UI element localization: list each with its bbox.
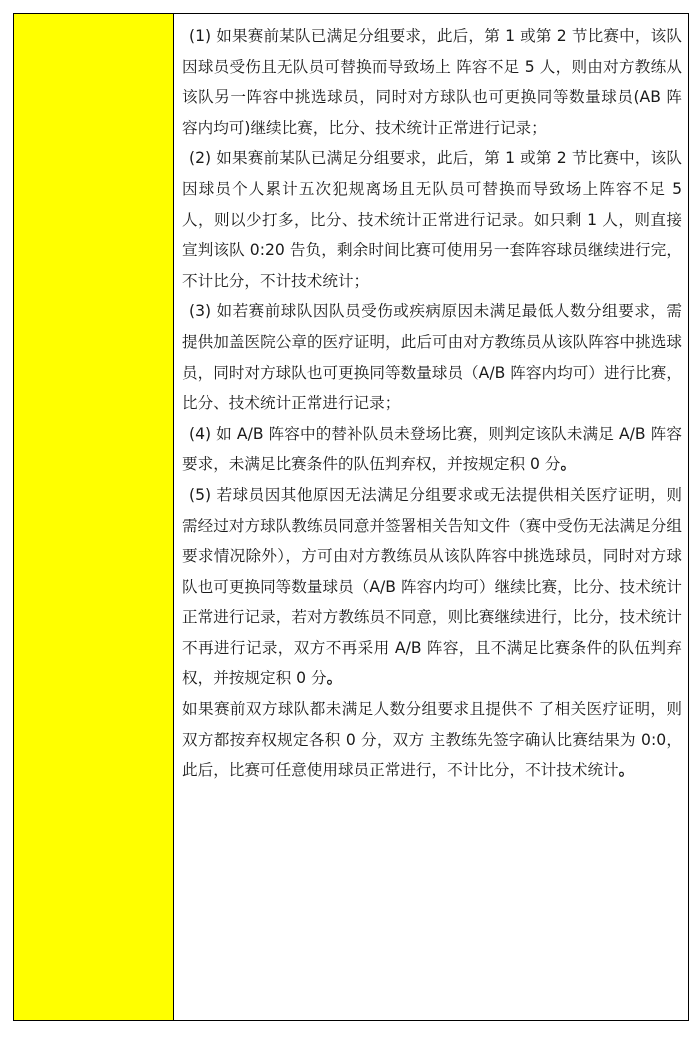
rule-paragraph-2: (2) 如果赛前某队已满足分组要求，此后，第 1 或第 2 节比赛中，该队因球员个人累计五次犯规离场且无队员可替换而导致场上阵容不足 5 人，则以少打多，比分、技术统计正常进行记录。如只剩 1 人，则直接宣判该队 0:20 告负，剩余时间比赛可使用另一套阵容球员继续进行完，不计比分，不计技术统计； bbox=[182, 149, 682, 290]
rule-paragraph-3: (3) 如若赛前球队因队员受伤或疾病原因未满足最低人数分组要求，需提供加盖医院公章的医疗证明，此后可由对方教练员从该队阵容中挑选球员，同时对方球队也可更换同等数量球员（A/B 阵容内均可）进行比赛，比分、技术统计正常进行记录； bbox=[182, 302, 682, 413]
highlighted-label-cell bbox=[14, 14, 174, 1020]
rule-paragraph-4-text: (4) 如 A/B 阵容中的替补队员未登场比赛，则判定该队未满足 A/B 阵容要求，未满足比赛条件的队伍判弃权，并按规定积 0 分 bbox=[182, 424, 682, 474]
rules-table bbox=[13, 13, 689, 1021]
rule-paragraph-6-text: 如果赛前双方球队都未满足人数分组要求且提供不 了相关医疗证明，则双方都按弃权规定各积 0 分，双方 主教练先签字确认比赛结果为 0:0，此后，比赛可任意使用球员正常进行，不计比分，不计技术统计 bbox=[182, 700, 682, 780]
rule-paragraph-5 bbox=[182, 480, 682, 694]
rule-paragraph-1: (1) 如果赛前某队已满足分组要求，此后，第 1 或第 2 节比赛中，该队因球员受伤且无队员可替换而导致场上 阵容不足 5 人，则由对方教练从该队另一阵容中挑选球员，同时对方球队也可更换同等数量球员(AB 阵容内均可)继续比赛，比分、技术统计正常进行记录； bbox=[182, 27, 682, 137]
rule-paragraph-6-period: 。 bbox=[618, 761, 635, 780]
rule-paragraph-5-text: (5) 若球员因其他原因无法满足分组要求或无法提供相关医疗证明，则需经过对方球队教练员同意并签署相关告知文件（赛中受伤无法满足分组要求情况除外），方可由对方教练员从该队阵容中挑选球员，同时对方球队也可更换同等数量球员（A/B 阵容内均可）继续比赛，比分、技术统计正常进行记录，若对方教练员不同意，则比赛继续进行，比分，技术统计不再进行记录，双方不再采用 A/B 阵容，且不满足比赛条件的队伍判弃权，并按规定积 0 分 bbox=[182, 485, 682, 688]
rules-content-cell bbox=[174, 14, 688, 1020]
rule-paragraph-6 bbox=[182, 694, 682, 786]
rule-paragraph-5-period: 。 bbox=[326, 669, 343, 688]
rule-paragraph-4 bbox=[182, 419, 682, 480]
rule-paragraph-4-period: 。 bbox=[560, 455, 577, 474]
